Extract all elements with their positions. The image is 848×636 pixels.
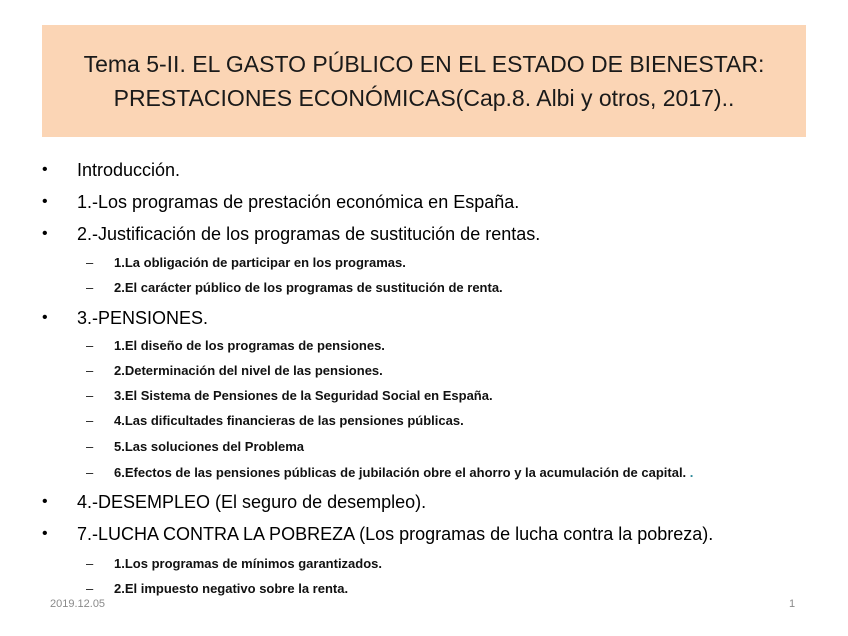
outline-item-label: 7.-LUCHA CONTRA LA POBREZA (Los programas de lucha contra la pobreza). bbox=[77, 524, 714, 544]
outline-item-text bbox=[77, 305, 208, 331]
outline-item-text bbox=[77, 489, 426, 515]
outline-item-text bbox=[114, 278, 503, 298]
footer-page-number: 1 bbox=[789, 598, 796, 610]
outline-item-text bbox=[114, 336, 385, 356]
bullet-dash: – bbox=[86, 439, 94, 454]
bullet-dot: • bbox=[42, 309, 48, 326]
outline-item-label: 1.Los programas de mínimos garantizados. bbox=[114, 556, 383, 571]
footer-date: 2019.12.05 bbox=[50, 598, 106, 610]
outline-item-label: 1.La obligación de participar en los programas. bbox=[114, 255, 406, 270]
bullet-dash: – bbox=[86, 581, 94, 596]
bullet-dash: – bbox=[86, 255, 94, 270]
outline-item-label: 2.-Justificación de los programas de sustitución de rentas. bbox=[77, 224, 541, 244]
bullet-dash: – bbox=[86, 338, 94, 353]
outline-item-text bbox=[77, 157, 180, 183]
outline-item-label: 6.Efectos de las pensiones públicas de jubilación obre el ahorro y la acumulación de capital. bbox=[114, 465, 690, 480]
bullet-dot: • bbox=[42, 225, 48, 242]
bullet-dash: – bbox=[86, 413, 94, 428]
bullet-dash: – bbox=[86, 556, 94, 571]
outline-item-text bbox=[114, 411, 464, 431]
slide-title-line-2: PRESTACIONES ECONÓMICAS(Cap.8. Albi y otros, 2017).. bbox=[113, 85, 735, 111]
outline-item-text bbox=[114, 463, 693, 483]
outline-item-label: 3.-PENSIONES. bbox=[77, 308, 209, 328]
outline-item-label: 4.-DESEMPLEO (El seguro de desempleo). bbox=[77, 492, 427, 512]
bullet-dash: – bbox=[86, 363, 94, 378]
outline-item-text bbox=[114, 437, 304, 457]
outline-item-label: 2.Determinación del nivel de las pensiones. bbox=[114, 363, 383, 378]
outline-item-label: Introducción. bbox=[77, 160, 181, 180]
bullet-dot: • bbox=[42, 525, 48, 542]
bullet-dot: • bbox=[42, 161, 48, 178]
outline-item-text bbox=[114, 361, 383, 381]
outline-item-label: 5.Las soluciones del Problema bbox=[114, 439, 305, 454]
outline-item-label: 1.-Los programas de prestación económica en España. bbox=[77, 192, 520, 212]
outline-item-suffix: . bbox=[689, 465, 694, 480]
outline-item-text bbox=[77, 189, 519, 215]
outline-item-label: 3.El Sistema de Pensiones de la Seguridad Social en España. bbox=[114, 388, 493, 403]
bullet-dash: – bbox=[86, 280, 94, 295]
slide-title-line-1: Tema 5-II. EL GASTO PÚBLICO EN EL ESTADO DE BIENESTAR: bbox=[83, 51, 765, 77]
outline-item-label: 2.El carácter público de los programas de sustitución de renta. bbox=[114, 280, 503, 295]
outline-item-text bbox=[77, 521, 713, 547]
outline-item-text bbox=[114, 386, 493, 406]
outline-item-label: 2.El impuesto negativo sobre la renta. bbox=[114, 581, 349, 596]
bullet-dot: • bbox=[42, 493, 48, 510]
outline-item-text bbox=[114, 554, 382, 574]
outline-item-text bbox=[114, 253, 406, 273]
outline-item-text bbox=[114, 579, 348, 599]
outline-item-label: 4.Las dificultades financieras de las pensiones públicas. bbox=[114, 413, 464, 428]
outline-item-text bbox=[77, 221, 540, 247]
outline-item-label: 1.El diseño de los programas de pensiones. bbox=[114, 338, 385, 353]
bullet-dash: – bbox=[86, 388, 94, 403]
bullet-dot: • bbox=[42, 193, 48, 210]
bullet-dash: – bbox=[86, 465, 94, 480]
